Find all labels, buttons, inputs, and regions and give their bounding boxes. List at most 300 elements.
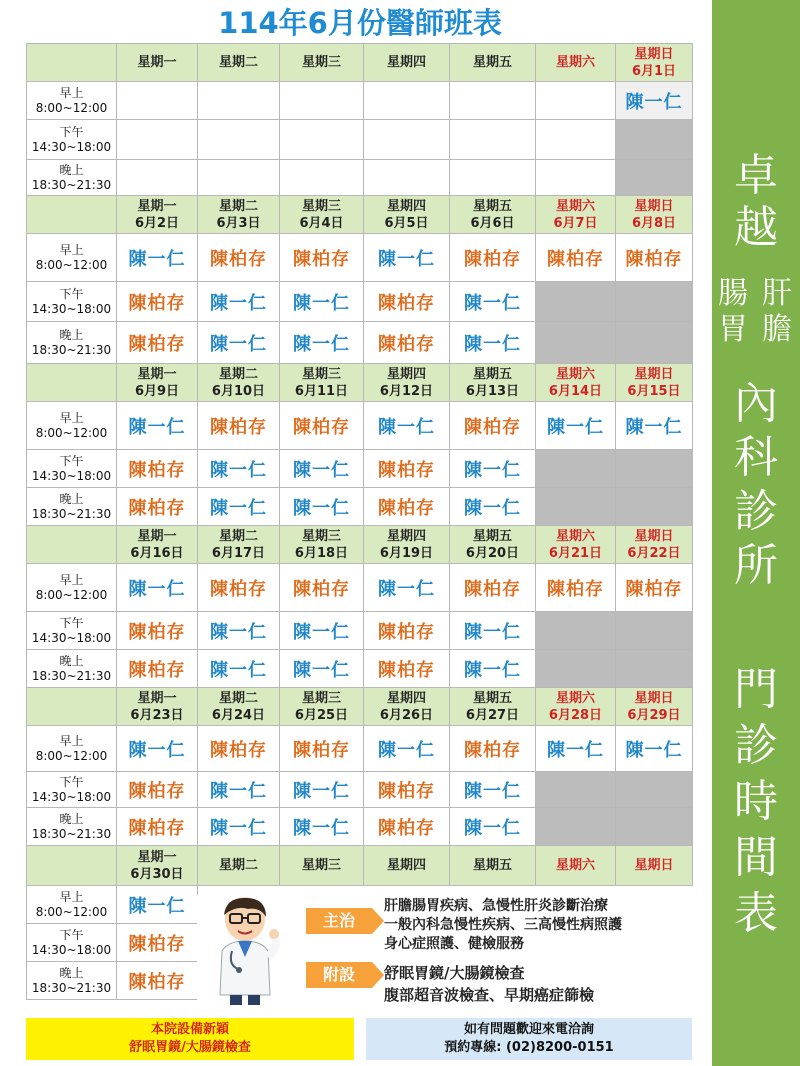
doctor-cell: 陳柏存 [117, 808, 198, 846]
slot-name: 下午 [59, 927, 84, 942]
slot-name: 早上 [59, 889, 84, 904]
sidebar-small-char: 肝 [762, 276, 792, 311]
empty-cell [198, 120, 280, 160]
empty-cell [450, 82, 536, 120]
doctor-cell: 陳一仁 [280, 612, 364, 650]
weekday-label: 星期一 [137, 55, 177, 70]
slot-hours: 14:30~18:00 [31, 942, 112, 957]
day-header [280, 196, 364, 234]
date-label: 6月20日 [465, 545, 520, 561]
sidebar-char: 科 [734, 432, 778, 483]
schedule-row-evening [27, 488, 693, 526]
day-header [280, 688, 364, 726]
weekday-label: 星期五 [472, 690, 512, 706]
doctor-cell: 陳一仁 [616, 726, 693, 772]
weekday-label: 星期日 [634, 46, 674, 62]
doctor-cell: 陳一仁 [450, 322, 536, 364]
weekday-label: 星期四 [386, 55, 426, 70]
weekday-label: 星期三 [301, 858, 341, 873]
slot-hours: 18:30~21:30 [31, 826, 112, 841]
closed-cell [616, 612, 693, 650]
week-header-row [27, 364, 693, 402]
day-header [450, 364, 536, 402]
day-header [536, 196, 616, 234]
weekday-label: 星期一 [137, 366, 177, 382]
day-header [536, 526, 616, 564]
time-slot-label [27, 82, 117, 120]
day-header [450, 688, 536, 726]
weekday-label: 星期二 [218, 366, 258, 382]
doctor-cell: 陳一仁 [117, 402, 198, 450]
date-label: 6月22日 [627, 545, 681, 561]
slot-hours: 18:30~21:30 [31, 177, 112, 192]
weekday-label: 星期五 [472, 858, 512, 873]
day-header [364, 364, 450, 402]
slot-name: 晚上 [59, 491, 84, 506]
date-label: 6月13日 [465, 383, 520, 399]
doctor-cell: 陳柏存 [117, 962, 198, 1000]
doctor-cell: 陳一仁 [450, 772, 536, 808]
day-header [117, 526, 198, 564]
slot-name: 早上 [59, 572, 84, 587]
slot-name: 晚上 [59, 811, 84, 826]
day-header [536, 846, 616, 886]
doctor-cell: 陳柏存 [117, 650, 198, 688]
schedule-row-afternoon [27, 450, 693, 488]
slot-name: 晚上 [59, 162, 84, 177]
weekday-label: 星期一 [137, 528, 177, 544]
time-slot-label [27, 488, 117, 526]
date-label: 6月12日 [379, 383, 434, 399]
weekday-label: 星期六 [555, 55, 595, 70]
empty-cell [117, 160, 198, 196]
empty-cell [364, 160, 450, 196]
equipment-banner [26, 1018, 354, 1060]
slot-hours: 14:30~18:00 [31, 139, 112, 154]
time-slot-label [27, 282, 117, 322]
doctor-cell: 陳柏存 [280, 564, 364, 612]
doctor-cell: 陳一仁 [536, 726, 616, 772]
doctor-cell: 陳柏存 [364, 650, 450, 688]
slot-name: 早上 [59, 410, 84, 425]
date-label: 6月7日 [553, 215, 598, 231]
closed-cell [616, 808, 693, 846]
day-header [280, 526, 364, 564]
slot-name: 下午 [59, 453, 84, 468]
doctor-cell: 陳一仁 [117, 234, 198, 282]
main-treatment-line: 身心症照護、健檢服務 [384, 936, 524, 952]
closed-cell [536, 322, 616, 364]
sidebar-char: 越 [734, 202, 778, 253]
slot-name: 下午 [59, 124, 84, 139]
empty-cell [198, 160, 280, 196]
sidebar-char: 內 [734, 378, 778, 429]
sidebar-char: 診 [734, 486, 778, 537]
time-slot-label [27, 160, 117, 196]
doctor-cell: 陳柏存 [364, 322, 450, 364]
slot-name: 早上 [59, 242, 84, 257]
contact-phone[interactable]: 預約專線: (02)8200-0151 [444, 1040, 614, 1055]
date-label: 6月8日 [631, 215, 677, 231]
slot-name: 晚上 [59, 965, 84, 980]
time-slot-label [27, 322, 117, 364]
day-header [364, 526, 450, 564]
closed-cell [536, 612, 616, 650]
empty-cell [450, 160, 536, 196]
sidebar-char: 間 [734, 832, 778, 883]
doctor-cell: 陳一仁 [450, 650, 536, 688]
header-corner [27, 364, 117, 402]
time-slot-label [27, 962, 117, 1000]
doctor-cell: 陳柏存 [450, 564, 536, 612]
slot-hours: 14:30~18:00 [31, 468, 112, 483]
day-header [616, 688, 693, 726]
weekday-label: 星期二 [218, 690, 258, 706]
time-slot-label [27, 120, 117, 160]
doctor-cell: 陳一仁 [198, 282, 280, 322]
weekday-label: 星期日 [634, 528, 674, 544]
page-title: 114年6月份醫師班表 [218, 6, 502, 40]
doctor-cell: 陳一仁 [450, 808, 536, 846]
closed-cell [536, 450, 616, 488]
doctor-cell: 陳一仁 [117, 726, 198, 772]
empty-cell [280, 160, 364, 196]
weekday-label: 星期一 [137, 198, 177, 214]
day-header [117, 196, 198, 234]
empty-cell [280, 82, 364, 120]
time-slot-label [27, 772, 117, 808]
empty-cell [450, 120, 536, 160]
date-label: 6月5日 [384, 215, 429, 231]
weekday-label: 星期二 [218, 528, 258, 544]
doctor-cell: 陳柏存 [117, 772, 198, 808]
date-label: 6月21日 [548, 545, 603, 561]
closed-cell [616, 772, 693, 808]
date-label: 6月27日 [465, 707, 520, 723]
contact-banner [366, 1018, 692, 1060]
weekday-label: 星期五 [472, 528, 512, 544]
date-label: 6月10日 [211, 383, 266, 399]
doctor-cell: 陳柏存 [198, 402, 280, 450]
day-header [198, 688, 280, 726]
sidebar-small-char: 腸 [718, 276, 748, 311]
closed-cell [616, 282, 693, 322]
main-treatment-line: 肝膽腸胃疾病、急慢性肝炎診斷治療 [384, 898, 608, 914]
doctor-cell: 陳柏存 [117, 322, 198, 364]
weekday-label: 星期六 [555, 858, 595, 873]
schedule-row-afternoon [27, 612, 693, 650]
weekday-label: 星期三 [301, 528, 341, 544]
weekday-label: 星期四 [386, 198, 426, 214]
doctor-cell: 陳一仁 [450, 450, 536, 488]
time-slot-label [27, 808, 117, 846]
slot-hours: 14:30~18:00 [31, 301, 112, 316]
doctor-cell: 陳柏存 [364, 612, 450, 650]
time-slot-label [27, 924, 117, 962]
doctor-cell: 陳柏存 [198, 234, 280, 282]
schedule-table [26, 43, 693, 1000]
day-header [117, 846, 198, 886]
header-corner [27, 688, 117, 726]
weekday-label: 星期一 [137, 849, 177, 865]
slot-name: 下午 [59, 286, 84, 301]
schedule-row-morning [27, 234, 693, 282]
day-header [198, 196, 280, 234]
day-header [198, 364, 280, 402]
day-header [536, 44, 616, 82]
weekday-label: 星期六 [555, 690, 595, 706]
schedule-row-morning [27, 564, 693, 612]
slot-name: 早上 [59, 85, 84, 100]
slot-hours: 8:00~12:00 [35, 425, 108, 440]
slot-hours: 14:30~18:00 [31, 789, 112, 804]
weekday-label: 星期二 [218, 198, 258, 214]
doctor-cell: 陳一仁 [450, 282, 536, 322]
doctor-cell: 陳柏存 [450, 726, 536, 772]
time-slot-label [27, 612, 117, 650]
doctor-cell: 陳一仁 [198, 772, 280, 808]
closed-cell [536, 282, 616, 322]
slot-hours: 8:00~12:00 [35, 587, 108, 602]
date-label: 6月24日 [211, 707, 266, 723]
day-header [616, 364, 693, 402]
weekday-label: 星期日 [634, 858, 674, 873]
date-label: 6月11日 [294, 383, 349, 399]
date-label: 6月25日 [294, 707, 349, 723]
day-header [117, 44, 198, 82]
day-header [364, 44, 450, 82]
day-header [117, 364, 198, 402]
day-header [198, 44, 280, 82]
empty-cell [536, 82, 616, 120]
doctor-cell: 陳柏存 [450, 234, 536, 282]
weekday-label: 星期二 [218, 55, 258, 70]
slot-hours: 8:00~12:00 [35, 257, 108, 272]
empty-cell [280, 120, 364, 160]
weekday-label: 星期五 [472, 55, 512, 70]
day-header [450, 846, 536, 886]
doctor-cell: 陳一仁 [364, 726, 450, 772]
header-corner [27, 846, 117, 886]
doctor-cell: 陳一仁 [280, 808, 364, 846]
empty-cell [117, 120, 198, 160]
sidebar-char: 診 [734, 720, 778, 771]
date-label: 6月18日 [294, 545, 349, 561]
day-header [280, 364, 364, 402]
date-label: 6月19日 [379, 545, 434, 561]
sidebar-small-char: 胃 [718, 312, 748, 347]
day-header [450, 196, 536, 234]
time-slot-label [27, 234, 117, 282]
closed-cell [616, 488, 693, 526]
doctor-cell: 陳柏存 [117, 612, 198, 650]
weekday-label: 星期一 [137, 690, 177, 706]
empty-cell [117, 82, 198, 120]
day-header [280, 846, 364, 886]
weekday-label: 星期五 [472, 366, 512, 382]
day-header [198, 846, 280, 886]
slot-hours: 18:30~21:30 [31, 980, 112, 995]
doctor-cell: 陳一仁 [198, 612, 280, 650]
slot-hours: 18:30~21:30 [31, 668, 112, 683]
weekday-label: 星期三 [301, 366, 341, 382]
doctor-cell: 陳柏存 [280, 402, 364, 450]
day-header [364, 196, 450, 234]
doctor-illustration [208, 895, 282, 1007]
weekday-label: 星期四 [386, 690, 426, 706]
date-label: 6月2日 [134, 215, 180, 231]
doctor-cell: 陳柏存 [198, 564, 280, 612]
doctor-cell: 陳一仁 [117, 564, 198, 612]
date-label: 6月29日 [627, 707, 681, 723]
main-treatment-line: 一般內科急慢性疾病、三高慢性病照護 [384, 917, 622, 933]
date-label: 6月15日 [627, 383, 681, 399]
doctor-cell: 陳柏存 [117, 924, 198, 962]
schedule-row-evening [27, 322, 693, 364]
date-label: 6月3日 [216, 215, 261, 231]
date-label: 6月16日 [130, 545, 184, 561]
clinic-name-sidebar [712, 0, 800, 1066]
time-slot-label [27, 402, 117, 450]
date-label: 6月4日 [299, 215, 344, 231]
slot-hours: 18:30~21:30 [31, 342, 112, 357]
sidebar-char: 門 [734, 664, 778, 715]
time-slot-label [27, 450, 117, 488]
doctor-cell: 陳一仁 [364, 402, 450, 450]
closed-cell [536, 488, 616, 526]
closed-cell [616, 450, 693, 488]
doctor-cell: 陳一仁 [280, 772, 364, 808]
weekday-label: 星期日 [634, 690, 674, 706]
closed-cell [536, 772, 616, 808]
date-label: 6月28日 [548, 707, 603, 723]
week-header-row [27, 44, 693, 82]
closed-cell [616, 650, 693, 688]
schedule-row-afternoon [27, 282, 693, 322]
date-label: 6月6日 [470, 215, 515, 231]
doctor-cell: 陳柏存 [364, 488, 450, 526]
weekday-label: 星期日 [634, 198, 674, 214]
day-header [616, 44, 693, 82]
week-header-row [27, 688, 693, 726]
weekday-label: 星期六 [555, 528, 595, 544]
doctor-cell: 陳柏存 [280, 726, 364, 772]
weekday-label: 星期六 [555, 366, 595, 382]
date-label: 6月30日 [130, 866, 184, 882]
closed-cell [616, 322, 693, 364]
weekday-label: 星期三 [301, 198, 341, 214]
schedule-row-evening [27, 808, 693, 846]
doctor-cell: 陳柏存 [364, 450, 450, 488]
time-slot-label [27, 650, 117, 688]
empty-cell [364, 82, 450, 120]
doctor-cell: 陳一仁 [198, 808, 280, 846]
weekday-label: 星期六 [555, 198, 595, 214]
doctor-cell: 陳一仁 [616, 82, 693, 120]
closed-cell [616, 160, 693, 196]
extra-service-line: 腹部超音波檢查、早期癌症篩檢 [384, 986, 595, 1004]
doctor-cell: 陳一仁 [364, 564, 450, 612]
empty-cell [536, 160, 616, 196]
day-header [364, 688, 450, 726]
day-header [450, 526, 536, 564]
sidebar-char: 卓 [734, 150, 778, 201]
slot-hours: 18:30~21:30 [31, 506, 112, 521]
slot-name: 下午 [59, 774, 84, 789]
date-label: 6月9日 [134, 383, 180, 399]
header-corner [27, 526, 117, 564]
doctor-cell: 陳柏存 [616, 564, 693, 612]
schedule-row-evening [27, 160, 693, 196]
day-header [198, 526, 280, 564]
slot-hours: 8:00~12:00 [35, 100, 108, 115]
weekday-label: 星期四 [386, 528, 426, 544]
day-header [450, 44, 536, 82]
empty-cell [536, 120, 616, 160]
slot-name: 晚上 [59, 327, 84, 342]
time-slot-label [27, 726, 117, 772]
schedule-row-evening [27, 650, 693, 688]
doctor-cell: 陳一仁 [280, 282, 364, 322]
slot-hours: 8:00~12:00 [35, 748, 108, 763]
week-header-row [27, 196, 693, 234]
doctor-cell: 陳一仁 [280, 322, 364, 364]
week-header-row [27, 846, 693, 886]
extra-service-tag: 附設 [306, 962, 372, 988]
weekday-label: 星期三 [301, 690, 341, 706]
doctor-cell: 陳柏存 [198, 726, 280, 772]
slot-hours: 8:00~12:00 [35, 904, 108, 919]
schedule-row-morning [27, 726, 693, 772]
contact-banner-line: 如有問題歡迎來電洽詢 [463, 1022, 594, 1037]
header-corner [27, 196, 117, 234]
weekday-label: 星期二 [218, 858, 258, 873]
doctor-cell: 陳柏存 [117, 282, 198, 322]
doctor-cell: 陳柏存 [536, 564, 616, 612]
schedule-row-afternoon [27, 772, 693, 808]
closed-cell [536, 808, 616, 846]
day-header [536, 364, 616, 402]
doctor-cell: 陳一仁 [280, 650, 364, 688]
empty-cell [198, 82, 280, 120]
time-slot-label [27, 886, 117, 924]
slot-hours: 14:30~18:00 [31, 630, 112, 645]
doctor-cell: 陳一仁 [450, 488, 536, 526]
equipment-banner-line: 舒眠胃鏡/大腸鏡檢查 [129, 1040, 251, 1055]
closed-cell [536, 650, 616, 688]
doctor-cell: 陳柏存 [536, 234, 616, 282]
doctor-cell: 陳一仁 [536, 402, 616, 450]
doctor-cell: 陳一仁 [198, 322, 280, 364]
sidebar-small-char: 膽 [762, 312, 792, 347]
date-label: 6月26日 [379, 707, 434, 723]
doctor-cell: 陳柏存 [364, 282, 450, 322]
date-label: 6月23日 [130, 707, 184, 723]
doctor-cell: 陳一仁 [616, 402, 693, 450]
doctor-cell: 陳一仁 [198, 450, 280, 488]
schedule-row-afternoon [27, 120, 693, 160]
main-treatment-tag: 主治 [306, 908, 372, 934]
day-header [280, 44, 364, 82]
doctor-cell: 陳一仁 [117, 886, 198, 924]
doctor-cell: 陳柏存 [117, 488, 198, 526]
sidebar-char: 所 [734, 540, 778, 591]
doctor-cell: 陳柏存 [280, 234, 364, 282]
slot-name: 早上 [59, 733, 84, 748]
day-header [616, 526, 693, 564]
doctor-cell: 陳一仁 [198, 650, 280, 688]
doctor-cell: 陳一仁 [450, 612, 536, 650]
